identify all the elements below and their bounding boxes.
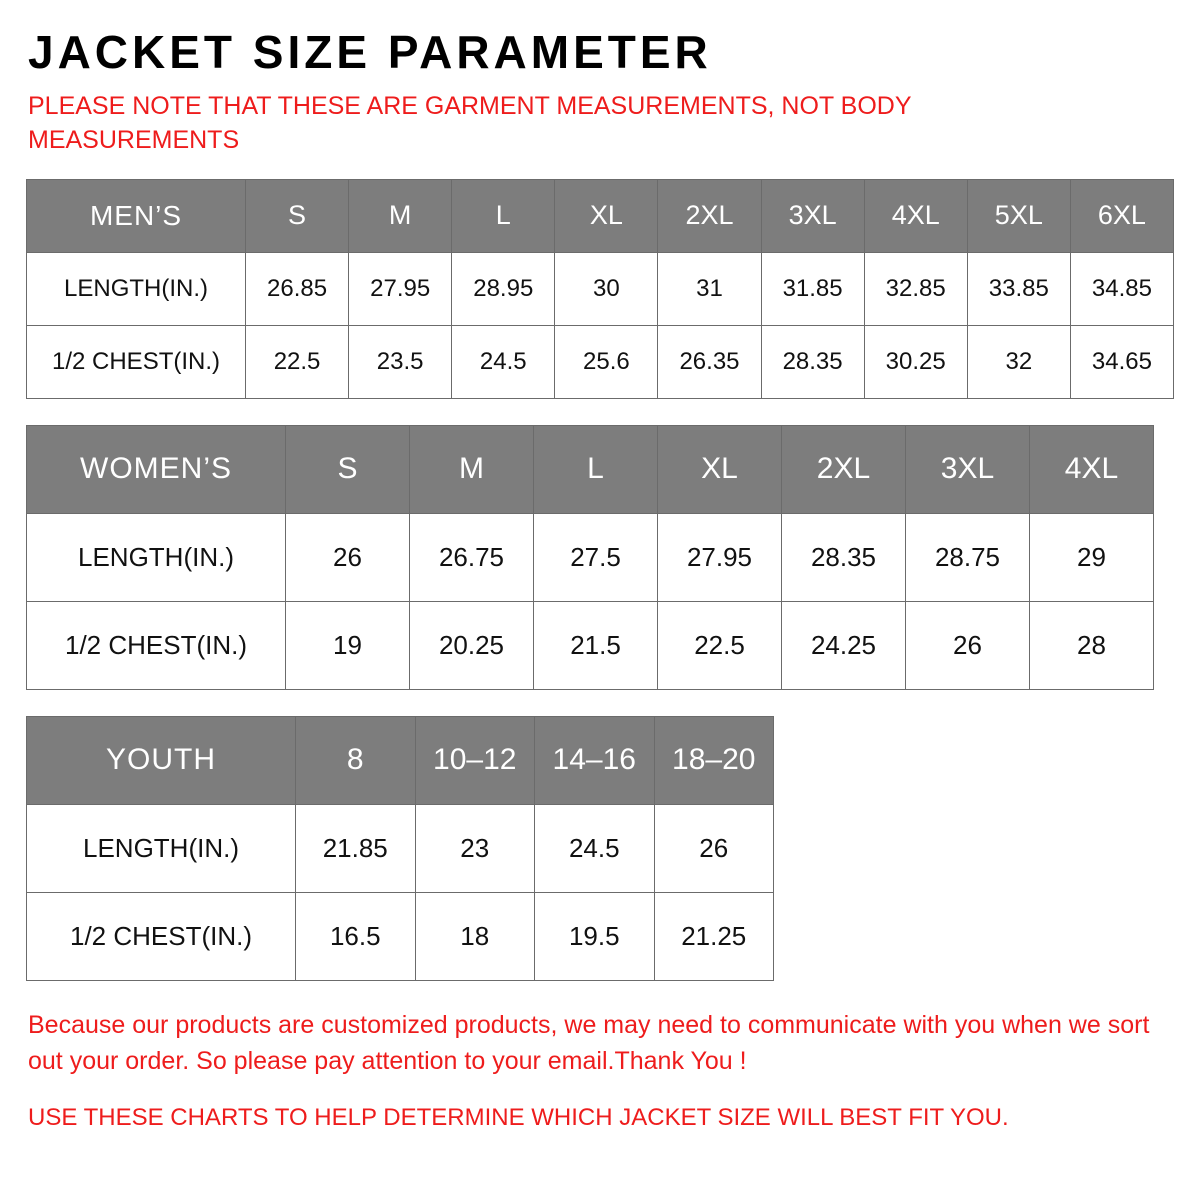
table-cell: 27.95 — [349, 252, 452, 325]
table-cell: 19 — [286, 601, 410, 689]
table-cell: 29 — [1030, 513, 1154, 601]
table-header-row — [27, 179, 1174, 252]
row-label: 1/2 CHEST(IN.) — [27, 892, 296, 980]
table-cell: 28 — [1030, 601, 1154, 689]
table-header-cell: 2XL — [658, 179, 761, 252]
page-title: JACKET SIZE PARAMETER — [28, 26, 712, 78]
row-label: 1/2 CHEST(IN.) — [27, 601, 286, 689]
chart-usage-note: USE THESE CHARTS TO HELP DETERMINE WHICH JACKET SIZE WILL BEST FIT YOU. — [28, 1104, 1009, 1132]
table-header-row — [27, 425, 1154, 513]
table-header-cell: 6XL — [1070, 179, 1173, 252]
table-cell: 33.85 — [967, 252, 1070, 325]
table-header-row — [27, 716, 774, 804]
table-header-cell: XL — [555, 179, 658, 252]
table-header-cell: WOMEN’S — [27, 425, 286, 513]
table-header-cell: YOUTH — [27, 716, 296, 804]
row-label: 1/2 CHEST(IN.) — [27, 325, 246, 398]
table-header-cell: 4XL — [1030, 425, 1154, 513]
table-cell: 24.5 — [535, 804, 655, 892]
table-cell: 32 — [967, 325, 1070, 398]
table-cell: 21.25 — [654, 892, 774, 980]
table-cell: 28.35 — [761, 325, 864, 398]
table-header-cell: L — [534, 425, 658, 513]
table-cell: 26 — [654, 804, 774, 892]
table-header-cell: MEN’S — [27, 179, 246, 252]
table-cell: 18 — [415, 892, 535, 980]
table-cell: 21.85 — [296, 804, 416, 892]
table-cell: 26.85 — [246, 252, 349, 325]
table-header-cell: M — [349, 179, 452, 252]
table-header-cell: 3XL — [761, 179, 864, 252]
table-cell: 30.25 — [864, 325, 967, 398]
garment-measurement-note: PLEASE NOTE THAT THESE ARE GARMENT MEASUREMENTS, NOT BODY MEASUREMENTS — [28, 92, 912, 154]
table-cell: 24.25 — [782, 601, 906, 689]
table-cell: 28.35 — [782, 513, 906, 601]
table-header-cell: S — [246, 179, 349, 252]
table-cell: 27.95 — [658, 513, 782, 601]
table-header-cell: 14–16 — [535, 716, 655, 804]
table-cell: 26 — [286, 513, 410, 601]
table-header-cell: 4XL — [864, 179, 967, 252]
table-cell: 28.95 — [452, 252, 555, 325]
table-header-cell: 8 — [296, 716, 416, 804]
table-cell: 34.85 — [1070, 252, 1173, 325]
table-row — [27, 892, 774, 980]
table-row — [27, 325, 1174, 398]
table-cell: 28.75 — [906, 513, 1030, 601]
table-row — [27, 601, 1154, 689]
table-cell: 30 — [555, 252, 658, 325]
table-cell: 34.65 — [1070, 325, 1173, 398]
table-header-cell: 2XL — [782, 425, 906, 513]
table-header-cell: 3XL — [906, 425, 1030, 513]
table-header-cell: 18–20 — [654, 716, 774, 804]
table-cell: 25.6 — [555, 325, 658, 398]
table-cell: 22.5 — [246, 325, 349, 398]
womens-size-table — [26, 425, 1154, 690]
table-cell: 20.25 — [410, 601, 534, 689]
table-cell: 23.5 — [349, 325, 452, 398]
table-row — [27, 513, 1154, 601]
table-cell: 27.5 — [534, 513, 658, 601]
table-cell: 23 — [415, 804, 535, 892]
table-header-cell: XL — [658, 425, 782, 513]
row-label: LENGTH(IN.) — [27, 513, 286, 601]
table-header-cell: 10–12 — [415, 716, 535, 804]
table-cell: 31 — [658, 252, 761, 325]
table-header-cell: 5XL — [967, 179, 1070, 252]
table-cell: 31.85 — [761, 252, 864, 325]
row-label: LENGTH(IN.) — [27, 804, 296, 892]
mens-size-table — [26, 179, 1174, 399]
table-cell: 22.5 — [658, 601, 782, 689]
table-header-cell: L — [452, 179, 555, 252]
youth-size-table — [26, 716, 774, 981]
table-cell: 16.5 — [296, 892, 416, 980]
customization-note: Because our products are customized products, we may need to communicate with you when we sort out your order. So please pay attention to your email.Thank You ! — [28, 1010, 1150, 1076]
table-row — [27, 252, 1174, 325]
table-cell: 24.5 — [452, 325, 555, 398]
table-cell: 26.35 — [658, 325, 761, 398]
row-label: LENGTH(IN.) — [27, 252, 246, 325]
table-row — [27, 804, 774, 892]
table-cell: 26.75 — [410, 513, 534, 601]
table-cell: 26 — [906, 601, 1030, 689]
table-header-cell: S — [286, 425, 410, 513]
table-header-cell: M — [410, 425, 534, 513]
table-cell: 19.5 — [535, 892, 655, 980]
table-cell: 32.85 — [864, 252, 967, 325]
table-cell: 21.5 — [534, 601, 658, 689]
